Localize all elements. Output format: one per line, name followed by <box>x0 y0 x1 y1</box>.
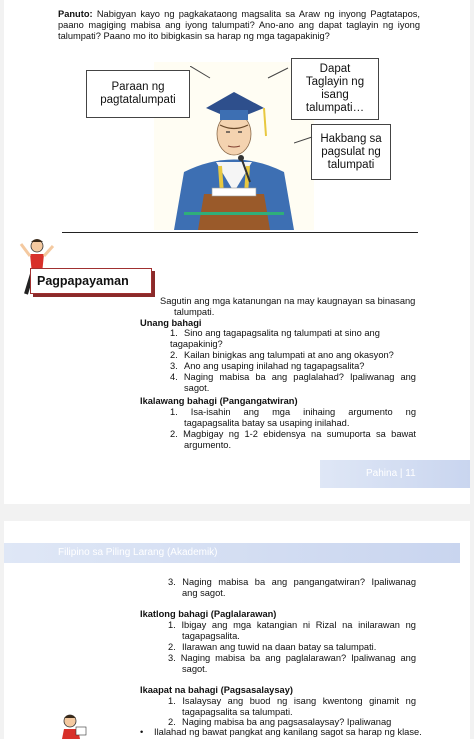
instructions-line-2: paano magiging mabisa ang iyong talumpati? Ano-ano ang dapat taglayin ng iyong <box>58 20 420 30</box>
ikatlong-item-3-cont: sagot. <box>182 664 208 674</box>
ikalawang-item-1: 1. Isa-isahin ang mga inihaing argumento ng <box>170 407 416 417</box>
intro-line-2: talumpati. <box>174 307 215 317</box>
document-page-1 <box>4 0 470 504</box>
intro-line-1: Sagutin ang mga katanungan na may kaugnayan sa binasang <box>160 296 416 306</box>
ikaapat-item-1-cont: tagapagsalita sa talumpati. <box>182 707 293 717</box>
ikalawang-item-3: 3. Naging mabisa ba ang pangangatwiran? Ipaliwanag <box>168 577 416 587</box>
ikalawang-item-1-cont: tagapagsalita batay sa usaping inilahad. <box>184 418 350 428</box>
callout-hakbang: Hakbang sa pagsulat ng talumpati <box>311 124 391 180</box>
ikalawang-item-3-cont: ang sagot. <box>182 588 226 598</box>
section-divider <box>62 232 418 233</box>
instructions-line-1: Panuto: Nabigyan kayo ng pagkakataong magsalita sa Araw ng inyong Pagtatapos, <box>58 9 420 19</box>
ikalawang-item-2: 2. Magbigay ng 1-2 ebidensya na sumuporta sa bawat <box>170 429 416 439</box>
ikalawang-heading: Ikalawang bahagi (Pangangatwiran) <box>140 396 298 406</box>
unang-item-2: 2. Kailan binigkas ang talumpati at ano ang okasyon? <box>170 350 394 360</box>
instructions-label: Panuto: <box>58 9 93 19</box>
ikaapat-item-2: 2. Naging mabisa ba ang pagsasalaysay? Ipaliwanag <box>168 717 392 727</box>
page-header-bar <box>4 543 460 563</box>
section-title: Pagpapayaman <box>37 274 129 288</box>
ikalawang-item-2-cont: argumento. <box>184 440 232 450</box>
page-footer-bar <box>320 460 470 488</box>
unang-item-4: 4. Naging mabisa ba ang paglalahad? Ipaliwanag ang <box>170 372 416 382</box>
callout-pointer-lines <box>190 66 290 86</box>
ikatlong-item-1: 1. Ibigay ang mga katangian ni Rizal na inilarawan ng <box>168 620 416 630</box>
ikatlong-item-2: 2. Ilarawan ang tuwid na daan batay sa talumpati. <box>168 642 377 652</box>
ikaapat-heading: Ikaapat na bahagi (Pagsasalaysay) <box>140 685 293 695</box>
student-reading-icon <box>56 711 90 739</box>
ikatlong-item-3: 3. Naging mabisa ba ang paglalarawan? Ipaliwanag ang <box>168 653 416 663</box>
instructions-line-3: talumpati? Paano mo ito bibigkasin sa harap ng mga tagapakinig? <box>58 31 330 41</box>
unang-item-3: 3. Ano ang usaping inilahad ng tagapagsalita? <box>170 361 365 371</box>
ikaapat-item-1: 1. Isalaysay ang buod ng isang kwentong ginamit ng <box>168 696 416 706</box>
section-title-box <box>30 268 152 294</box>
bullet-icon: • <box>140 727 144 737</box>
closing-bullet: • Ilalahad ng bawat pangkat ang kanilang sagot sa harap ng klase. <box>140 727 422 737</box>
callout-paraan: Paraan ng pagtatalumpati <box>86 70 190 118</box>
page-number: Pahina | 11 <box>366 468 416 479</box>
page-header-text: Filipino sa Piling Larang (Akademik) <box>58 547 218 558</box>
ikatlong-item-1-cont: tagapagsalita. <box>182 631 240 641</box>
unang-item-1-cont: tagapakinig? <box>170 339 223 349</box>
document-page-2 <box>4 521 470 739</box>
ikatlong-heading: Ikatlong bahagi (Paglalarawan) <box>140 609 277 619</box>
unang-heading: Unang bahagi <box>140 318 202 328</box>
unang-item-1: 1. Sino ang tagapagsalita ng talumpati at sino ang <box>170 328 380 338</box>
callout-dapat: Dapat Taglayin ng isang talumpati… <box>291 58 379 120</box>
unang-item-4-cont: sagot. <box>184 383 210 393</box>
callout-pointer-hakbang <box>294 135 314 145</box>
